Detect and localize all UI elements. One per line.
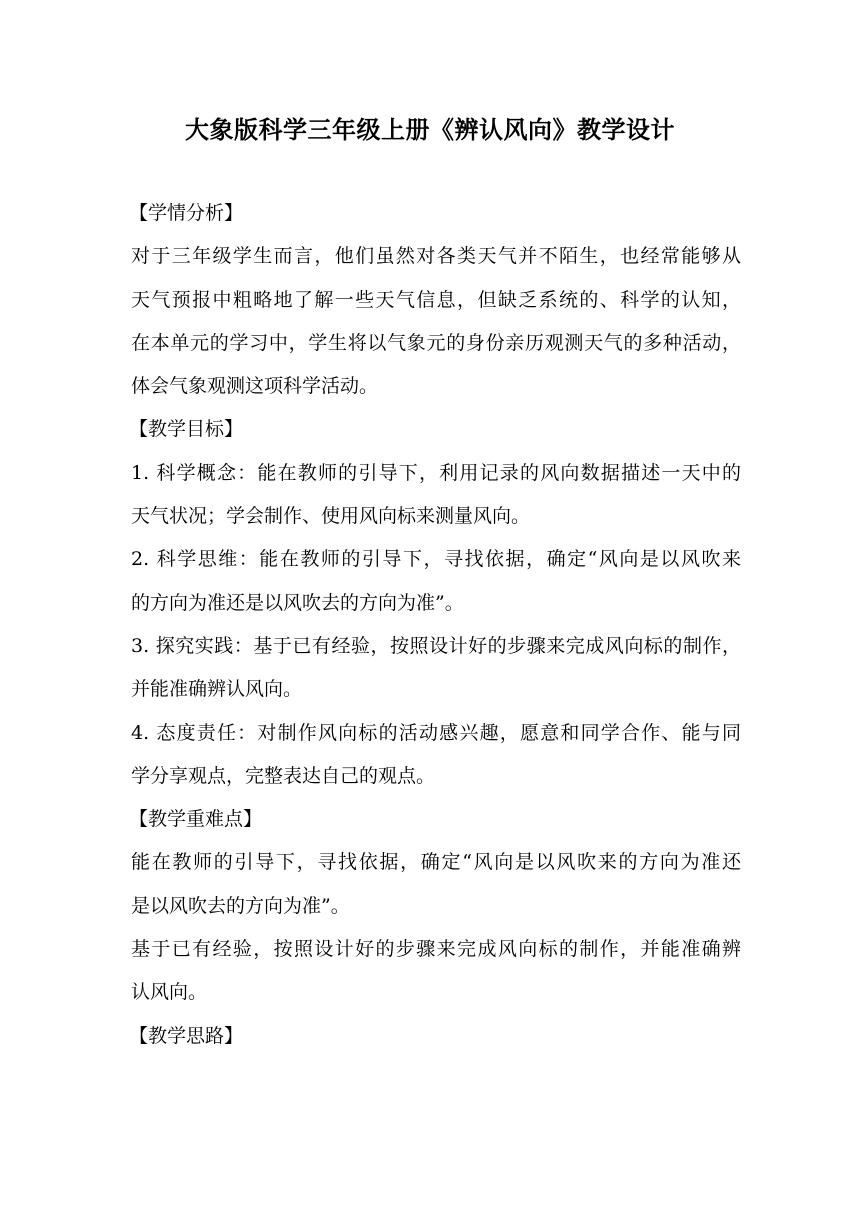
section-heading-key-points: 【教学重难点】: [129, 808, 263, 831]
section-heading-analysis: 【学情分析】: [129, 202, 244, 224]
paragraph-line: 天气状况；学会制作、使用风向标来测量风向。: [131, 505, 531, 528]
paragraph-line: 是以风吹去的方向为准”。: [131, 894, 350, 917]
paragraph-line: 1. 科学概念：能在教师的引导下，利用记录的风向数据描述一天中的: [131, 461, 741, 484]
paragraph-line: 基于已有经验，按照设计好的步骤来完成风向标的制作，并能准确辨: [131, 938, 741, 961]
paragraph-line: 能在教师的引导下，寻找依据，确定“风向是以风吹来的方向为准还: [131, 851, 741, 874]
paragraph-line: 4. 态度责任：对制作风向标的活动感兴趣，愿意和同学合作、能与同: [131, 721, 741, 744]
paragraph-line: 并能准确辨认风向。: [131, 678, 303, 701]
paragraph-line: 在本单元的学习中，学生将以气象元的身份亲历观测天气的多种活动，: [131, 331, 741, 354]
document-title: 大象版科学三年级上册《辨认风向》教学设计: [185, 116, 675, 144]
paragraph-line: 对于三年级学生而言，他们虽然对各类天气并不陌生，也经常能够从: [131, 245, 741, 268]
paragraph-line: 天气预报中粗略地了解一些天气信息，但缺乏系统的、科学的认知，: [131, 288, 741, 311]
paragraph-line: 学分享观点，完整表达自己的观点。: [131, 764, 436, 787]
section-heading-goals: 【教学目标】: [129, 418, 244, 441]
paragraph-line: 认风向。: [131, 981, 208, 1004]
paragraph-line: 的方向为准还是以风吹去的方向为准”。: [131, 591, 464, 614]
paragraph-line: 体会气象观测这项科学活动。: [131, 375, 379, 398]
paragraph-line: 2. 科学思维：能在教师的引导下，寻找依据，确定“风向是以风吹来: [131, 548, 741, 571]
document-body: [131, 192, 741, 1058]
section-heading-approach: 【教学思路】: [129, 1024, 244, 1047]
paragraph-line: 3. 探究实践：基于已有经验，按照设计好的步骤来完成风向标的制作，: [131, 634, 741, 657]
